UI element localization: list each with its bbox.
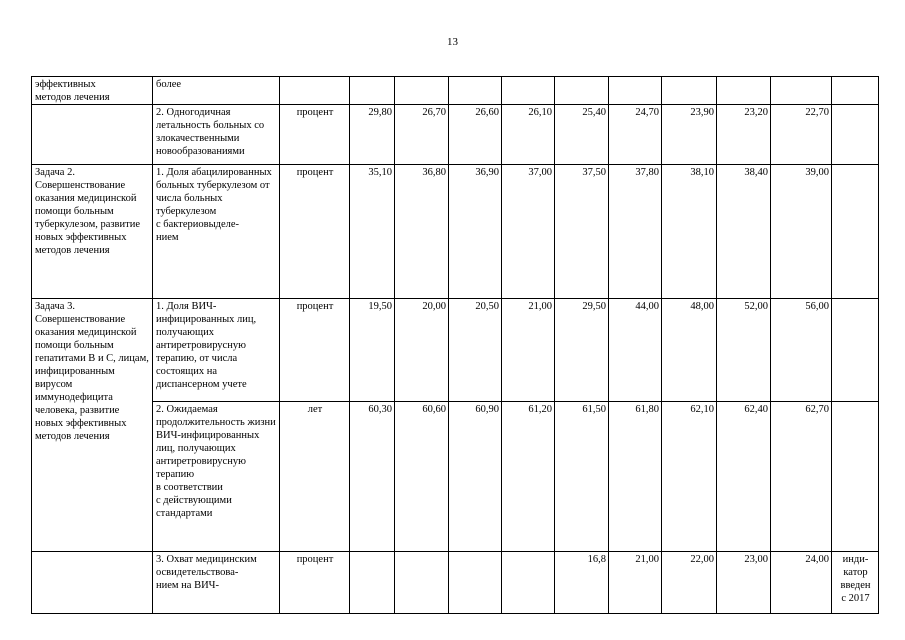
note-cell: инди- катор введен с 2017 — [832, 552, 879, 614]
task-cell — [32, 105, 153, 165]
value-cell: 56,00 — [771, 299, 832, 402]
value-cell: 44,00 — [609, 299, 662, 402]
task-cell: Задача 2. Совершенствование оказания медицинской помощи больным туберкулезом, развитие новых эффективных методов лечения — [32, 165, 153, 299]
value-cell: 62,10 — [662, 402, 717, 552]
value-cell — [395, 552, 449, 614]
value-cell — [395, 77, 449, 105]
table-row — [32, 402, 879, 552]
value-cell — [449, 77, 502, 105]
value-cell: 52,00 — [717, 299, 771, 402]
indicator-cell: 1. Доля ВИЧ-инфицированных лиц, получающих антиретровирусную терапию, от числа состоящих на диспансерном учете — [153, 299, 280, 402]
note-cell — [832, 165, 879, 299]
value-cell: 25,40 — [555, 105, 609, 165]
value-cell: 20,50 — [449, 299, 502, 402]
value-cell — [662, 77, 717, 105]
value-cell: 61,20 — [502, 402, 555, 552]
indicators-table — [31, 76, 879, 614]
value-cell: 61,50 — [555, 402, 609, 552]
note-cell — [832, 402, 879, 552]
value-cell: 60,60 — [395, 402, 449, 552]
unit-cell: процент — [280, 552, 350, 614]
indicator-cell: 2. Ожидаемая продолжительность жизни ВИЧ-инфицированных лиц, получающих антиретровирусную терапию в соответствии с действующими стандартами — [153, 402, 280, 552]
value-cell: 61,80 — [609, 402, 662, 552]
value-cell: 26,60 — [449, 105, 502, 165]
value-cell: 62,70 — [771, 402, 832, 552]
value-cell: 24,00 — [771, 552, 832, 614]
value-cell: 37,50 — [555, 165, 609, 299]
value-cell — [717, 77, 771, 105]
value-cell: 23,00 — [717, 552, 771, 614]
value-cell: 37,00 — [502, 165, 555, 299]
value-cell: 24,70 — [609, 105, 662, 165]
value-cell: 35,10 — [350, 165, 395, 299]
table-row — [32, 165, 879, 299]
table-row — [32, 552, 879, 614]
value-cell — [609, 77, 662, 105]
value-cell: 21,00 — [502, 299, 555, 402]
page-number: 13 — [447, 36, 458, 48]
value-cell: 48,00 — [662, 299, 717, 402]
task-cell — [32, 552, 153, 614]
indicator-cell: 1. Доля абацилированных больных туберкулезом от числа больных туберкулезом с бактериовыделе- нием — [153, 165, 280, 299]
value-cell: 20,00 — [395, 299, 449, 402]
value-cell: 23,20 — [717, 105, 771, 165]
unit-cell: процент — [280, 105, 350, 165]
value-cell: 60,30 — [350, 402, 395, 552]
value-cell: 36,90 — [449, 165, 502, 299]
value-cell: 39,00 — [771, 165, 832, 299]
value-cell — [350, 77, 395, 105]
indicator-cell: 3. Охват медицинским освидетельствова- нием на ВИЧ- — [153, 552, 280, 614]
value-cell — [449, 552, 502, 614]
value-cell: 22,00 — [662, 552, 717, 614]
value-cell: 60,90 — [449, 402, 502, 552]
value-cell — [350, 552, 395, 614]
task-cell: Задача 3. Совершенствование оказания медицинской помощи больным гепатитами В и С, лицам, инфицированным вирусом иммунодефицита человека, развитие новых эффективных методов лечения — [32, 299, 153, 552]
unit-cell — [280, 77, 350, 105]
value-cell: 21,00 — [609, 552, 662, 614]
value-cell: 23,90 — [662, 105, 717, 165]
value-cell: 26,70 — [395, 105, 449, 165]
value-cell: 29,50 — [555, 299, 609, 402]
indicator-cell: более — [153, 77, 280, 105]
value-cell — [555, 77, 609, 105]
note-cell — [832, 299, 879, 402]
table-row — [32, 77, 879, 105]
table-body — [32, 77, 879, 614]
value-cell — [771, 77, 832, 105]
note-cell — [832, 77, 879, 105]
note-cell — [832, 105, 879, 165]
value-cell — [502, 77, 555, 105]
table-row — [32, 299, 879, 402]
value-cell: 37,80 — [609, 165, 662, 299]
value-cell: 29,80 — [350, 105, 395, 165]
value-cell: 26,10 — [502, 105, 555, 165]
table-row — [32, 105, 879, 165]
indicator-cell: 2. Одногодичная летальность больных со злокачественными новообразованиями — [153, 105, 280, 165]
value-cell — [502, 552, 555, 614]
value-cell: 62,40 — [717, 402, 771, 552]
task-cell: эффективных методов лечения — [32, 77, 153, 105]
unit-cell: лет — [280, 402, 350, 552]
value-cell: 36,80 — [395, 165, 449, 299]
value-cell: 38,40 — [717, 165, 771, 299]
value-cell: 16,8 — [555, 552, 609, 614]
unit-cell: процент — [280, 165, 350, 299]
unit-cell: процент — [280, 299, 350, 402]
value-cell: 38,10 — [662, 165, 717, 299]
value-cell: 22,70 — [771, 105, 832, 165]
value-cell: 19,50 — [350, 299, 395, 402]
